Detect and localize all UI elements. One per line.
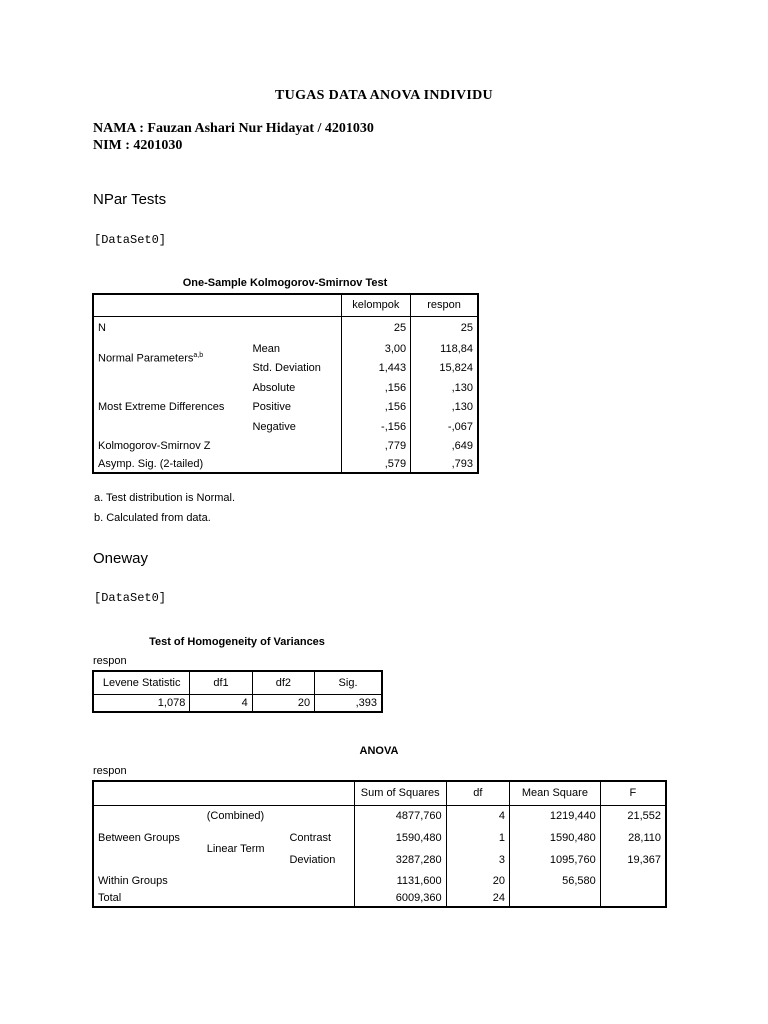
anova-row-label: Between Groups bbox=[98, 832, 180, 845]
ks-header-row bbox=[93, 294, 478, 316]
ks-cell: 25 bbox=[341, 316, 411, 339]
ks-row-label: Kolmogorov-Smirnov Z bbox=[98, 440, 211, 452]
ks-row-z bbox=[93, 436, 478, 456]
ks-row-sublabel: Absolute bbox=[252, 381, 296, 394]
anova-row-label: Within Groups bbox=[98, 874, 168, 887]
oneway-heading: Oneway bbox=[93, 550, 149, 567]
anova-cell bbox=[600, 871, 666, 890]
ks-cell: ,156 bbox=[341, 397, 411, 417]
homogeneity-col-header: Sig. bbox=[315, 671, 382, 694]
footnote-b: b. Calculated from data. bbox=[94, 512, 211, 524]
ks-cell: 15,824 bbox=[411, 358, 478, 378]
student-nim-line: NIM : 4201030 bbox=[93, 138, 183, 153]
anova-cell: 21,552 bbox=[600, 805, 666, 827]
ks-row-n bbox=[93, 316, 478, 339]
ks-row-positive bbox=[93, 397, 478, 417]
document-title: TUGAS DATA ANOVA INDIVIDU bbox=[275, 88, 493, 103]
ks-cell: ,156 bbox=[341, 378, 411, 397]
ks-cell: 118,84 bbox=[411, 339, 478, 358]
ks-header-blank bbox=[93, 294, 341, 316]
anova-col-header: Mean Square bbox=[510, 781, 601, 805]
anova-row-sublabel: (Combined) bbox=[206, 810, 265, 823]
anova-cell: 6009,360 bbox=[354, 890, 446, 907]
oneway-dataset-label: [DataSet0] bbox=[94, 591, 167, 605]
ks-test-table bbox=[92, 293, 479, 474]
anova-header-blank bbox=[93, 781, 354, 805]
ks-row-sublabel: Mean bbox=[252, 342, 280, 355]
anova-cell bbox=[510, 890, 601, 907]
ks-row-mean bbox=[93, 339, 478, 358]
homogeneity-cell: 1,078 bbox=[157, 696, 186, 709]
anova-cell: 1590,480 bbox=[510, 827, 601, 849]
homogeneity-value-row bbox=[93, 694, 382, 712]
footnote-a: a. Test distribution is Normal. bbox=[94, 492, 236, 504]
anova-cell: 56,580 bbox=[510, 871, 601, 890]
ks-row-sublabel: Positive bbox=[252, 401, 291, 413]
homogeneity-caption: respon bbox=[93, 655, 127, 667]
homogeneity-table bbox=[92, 670, 383, 713]
ks-cell: ,130 bbox=[411, 397, 478, 417]
ks-cell: ,579 bbox=[341, 456, 411, 473]
anova-row-sublabel: Linear Term bbox=[206, 843, 265, 855]
ks-row-label: Normal Parameters$^{a,b}$ bbox=[98, 352, 204, 365]
anova-cell: 20 bbox=[446, 871, 509, 890]
ks-row-label: Asymp. Sig. (2-tailed) bbox=[98, 458, 204, 470]
homogeneity-cell: ,393 bbox=[315, 694, 382, 712]
homogeneity-col-header: df1 bbox=[190, 671, 252, 694]
ks-row-sublabel: Negative bbox=[252, 420, 296, 433]
ks-cell: -,067 bbox=[411, 417, 478, 436]
homogeneity-col-header: df2 bbox=[252, 671, 314, 694]
anova-caption: respon bbox=[93, 765, 127, 777]
anova-table bbox=[92, 780, 667, 908]
anova-cell: 1131,600 bbox=[354, 871, 446, 890]
ks-row-negative bbox=[93, 417, 478, 436]
ks-col-header: kelompok bbox=[341, 294, 411, 316]
ks-cell: 25 bbox=[411, 316, 478, 339]
homogeneity-header-row bbox=[93, 671, 382, 694]
anova-row-sublabel: Contrast bbox=[289, 832, 332, 844]
anova-col-header: Sum of Squares bbox=[354, 781, 446, 805]
anova-cell: 3 bbox=[446, 849, 509, 871]
ks-cell: 1,443 bbox=[341, 358, 411, 378]
anova-cell: 3287,280 bbox=[354, 849, 446, 871]
ks-row-sig bbox=[93, 456, 478, 473]
ks-cell: ,779 bbox=[341, 436, 411, 456]
anova-cell: 1 bbox=[446, 827, 509, 849]
homogeneity-col-header: Levene Statistic bbox=[93, 671, 190, 694]
anova-cell: 28,110 bbox=[600, 827, 666, 849]
anova-cell: 4 bbox=[446, 805, 509, 827]
ks-cell: ,649 bbox=[411, 436, 478, 456]
anova-row-combined bbox=[93, 805, 666, 827]
anova-cell: 1095,760 bbox=[510, 849, 601, 871]
anova-cell: 4877,760 bbox=[354, 805, 446, 827]
ks-table-title: One-Sample Kolmogorov-Smirnov Test bbox=[182, 277, 388, 289]
anova-row-within bbox=[93, 871, 666, 890]
anova-cell: 24 bbox=[446, 890, 509, 907]
ks-cell: 3,00 bbox=[341, 339, 411, 358]
anova-cell: 1219,440 bbox=[510, 805, 601, 827]
ks-row-label: N bbox=[98, 321, 106, 334]
student-name-line: NAMA : Fauzan Ashari Nur Hidayat / 4201030 bbox=[93, 121, 374, 136]
anova-cell bbox=[600, 890, 666, 907]
homogeneity-cell: 20 bbox=[252, 694, 314, 712]
anova-cell: 1590,480 bbox=[354, 827, 446, 849]
footnote-marker: a,b bbox=[193, 352, 204, 360]
anova-cell: 19,367 bbox=[600, 849, 666, 871]
anova-col-header: F bbox=[600, 781, 666, 805]
anova-header-row bbox=[93, 781, 666, 805]
anova-col-header: df bbox=[446, 781, 509, 805]
homogeneity-table-title: Test of Homogeneity of Variances bbox=[149, 636, 325, 648]
npar-tests-heading: NPar Tests bbox=[93, 191, 167, 208]
ks-cell: -,156 bbox=[341, 417, 411, 436]
homogeneity-cell: 4 bbox=[190, 694, 252, 712]
npar-dataset-label: [DataSet0] bbox=[94, 233, 167, 247]
anova-table-title: ANOVA bbox=[359, 745, 399, 757]
ks-cell: ,793 bbox=[411, 456, 478, 473]
ks-row-sublabel: Std. Deviation bbox=[252, 362, 321, 374]
anova-row-sublabel: Deviation bbox=[289, 854, 336, 866]
ks-row-label: Most Extreme Differences bbox=[98, 401, 225, 413]
ks-cell: ,130 bbox=[411, 378, 478, 397]
anova-row-total bbox=[93, 890, 666, 907]
ks-col-header: respon bbox=[411, 294, 478, 316]
ks-row-absolute bbox=[93, 378, 478, 397]
anova-row-label: Total bbox=[98, 892, 122, 904]
